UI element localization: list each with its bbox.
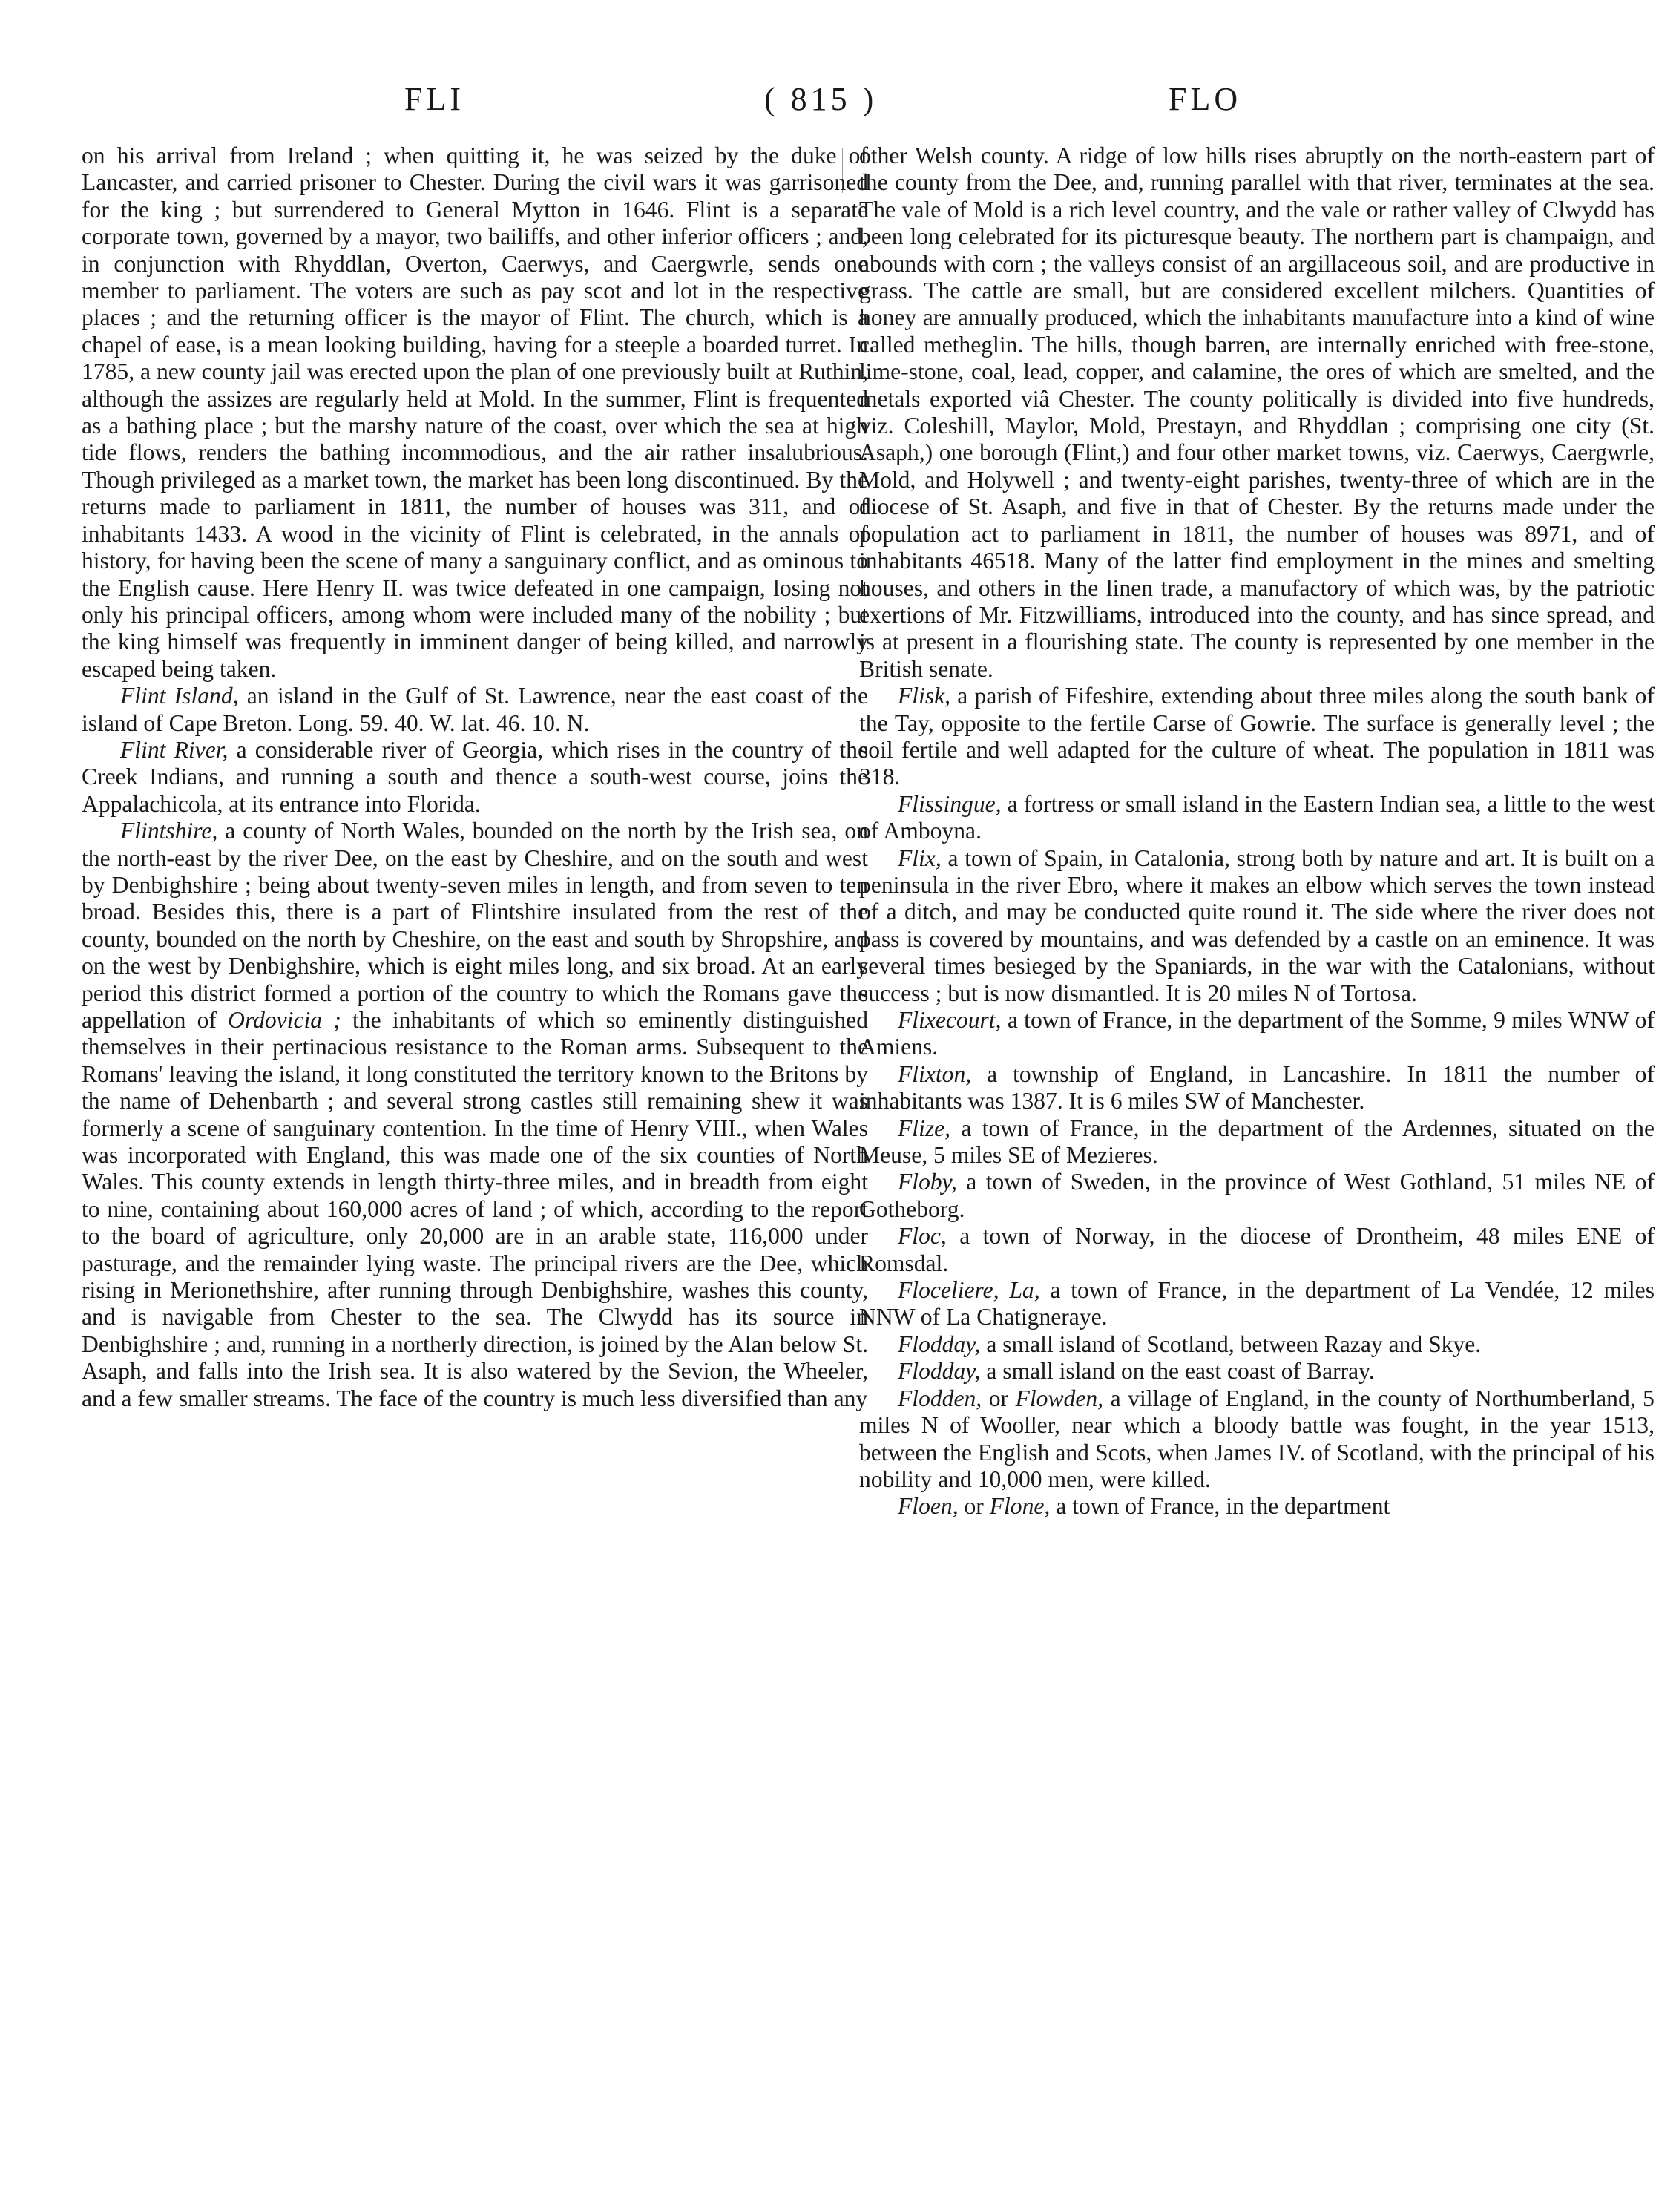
- page-number: ( 815 ): [764, 81, 878, 117]
- entry-flissingue: [859, 791, 1655, 845]
- headword: Flowden,: [1015, 1385, 1104, 1411]
- entry-text: a town of France, in the department of the Ardennes, situated on the Meuse, 5 miles SE of Mezieres.: [859, 1115, 1655, 1169]
- entry-text: a town of Sweden, in the province of West Gothland, 51 miles NE of Gotheborg.: [859, 1169, 1655, 1222]
- entry-text: a town of Spain, in Catalonia, strong both by nature and art. It is built on a peninsula in the river Ebro, where it makes an elbow which serves the town instead of a ditch, and may be conducted quite round it. The side where the river does not pass is covered by mountains, and was defended by a castle on an eminence. It was several times besieged by the Spaniards, in the war with the Catalonians, without success ; but is now dismantled. It is 20 miles N of Tortosa.: [859, 844, 1655, 1006]
- entry-text: a town of France, in the department: [1050, 1493, 1390, 1520]
- headword: Flixton,: [898, 1060, 972, 1087]
- paragraph-text: on his arrival from Ireland ; when quitting it, he was seized by the duke of Lancaster, and carried prisoner to Chester. During the civil wars it was garrisoned for the king ; but surrendered to General Mytton in 1646. Flint is a separate corporate town, governed by a mayor, two bailiffs, and other inferior officers ; and, in conjunction with Rhyddlan, Overton, Caerwys, and Caergwrle, sends one member to parliament. The voters are such as pay scot and lot in the respective places ; and the returning officer is the mayor of Flint. The church, which is a chapel of ease, is a mean looking building, having for a steeple a boarded turret. In 1785, a new county jail was erected upon the plan of one previously built at Ruthin, although the assizes are regularly held at Mold. In the summer, Flint is frequented as a bathing place ; but the marshy nature of the coast, over which the sea at high tide flows, renders the bathing incommodious, and the air rather insalubrious. Though privileged as a market town, the market has been long discontinued. By the returns made to parliament in 1811, the number of houses was 311, and of inhabitants 1433. A wood in the vicinity of Flint is celebrated, in the annals of history, for having been the scene of many a sanguinary conflict, and as ominous to the English cause. Here Henry II. was twice defeated in one campaign, losing not only his principal officers, among whom were included many of the nobility ; but the king himself was frequently in imminent danger of being killed, and narrowly escaped being taken.: [82, 142, 868, 682]
- right-column: [859, 142, 1655, 1520]
- left-column: [82, 142, 868, 1412]
- headword: Floby,: [898, 1169, 957, 1195]
- entry-floen: [859, 1493, 1655, 1520]
- headword: Flodday,: [898, 1358, 981, 1385]
- entry-text: a small island on the east coast of Barray.: [980, 1358, 1375, 1385]
- headword: Flone,: [989, 1493, 1051, 1520]
- entry-flodday: [859, 1358, 1655, 1385]
- entry-floby: [859, 1169, 1655, 1223]
- entry-floceliere: [859, 1277, 1655, 1331]
- header-right: FLO: [1169, 81, 1242, 117]
- paragraph-text: other Welsh county. A ridge of low hills rises abruptly on the north-eastern part of the county from the Dee, and, running parallel with that river, terminates at the sea. The vale of Mold is a rich level country, and the vale or rather valley of Clwydd has been long celebrated for its picturesque beauty. The northern part is champaign, and abounds with corn ; the valleys consist of an argillaceous soil, and are productive in grass. The cattle are small, but are considered excellent milchers. Quantities of honey are annually produced, which the inhabitants manufacture into a kind of wine called metheglin. The hills, though barren, are internally enriched with free-stone, lime-stone, coal, lead, copper, and calamine, the ores of which are smelted, and the metals exported viâ Chester. The county politically is divided into five hundreds, viz. Coleshill, Maylor, Mold, Prestayn, and Rhyddlan ; comprising one city (St. Asaph,) one borough (Flint,) and four other market towns, viz. Caerwys, Caergwrle, Mold, and Holywell ; and twenty-eight parishes, twenty-three of which are in the diocese of St. Asaph, and five in that of Chester. By the returns made under the population act to parliament in 1811, the number of houses was 8971, and of inhabitants 46518. Many of the latter find employment in the mines and smelting houses, and others in the linen trade, a manufactory of which was, by the patriotic exertions of Mr. Fitzwilliams, introduced into the county, and has since spread, and is at present in a flourishing state. The county is represented by one member in the British senate.: [859, 142, 1655, 682]
- headword: Flixecourt,: [898, 1007, 1002, 1033]
- headword: Floen,: [898, 1493, 959, 1520]
- headword: Floceliere, La,: [898, 1277, 1040, 1304]
- entry-flixton: [859, 1061, 1655, 1115]
- paragraph: [859, 142, 1655, 683]
- header-left: FLI: [404, 81, 464, 117]
- emphasis-text: Ordovicia ;: [228, 1007, 341, 1033]
- entry-text: a fortress or small island in the Eastern Indian sea, a little to the west of Amboyna.: [859, 790, 1655, 844]
- entry-flintshire: [82, 818, 868, 1412]
- entry-flixecourt: [859, 1007, 1655, 1061]
- entry-flix: [859, 845, 1655, 1007]
- running-header: [0, 80, 1679, 132]
- entry-floc: [859, 1223, 1655, 1277]
- entry-text: a township of England, in Lancashire. In 1811 the number of inhabitants was 1387. It is 6 miles SW of Manchester.: [859, 1060, 1655, 1115]
- entry-text: a town of Norway, in the diocese of Drontheim, 48 miles ENE of Romsdal.: [859, 1223, 1655, 1276]
- headword: Flisk,: [898, 683, 951, 709]
- entry-flisk: [859, 683, 1655, 791]
- entry-flint-island: [82, 683, 868, 737]
- entry-text: a village of England, in the county of Northumberland, 5 miles N of Wooller, near which a bloody battle was fought, in the year 1513, between the English and Scots, when James IV. of Scotland, with the principal of his nobility and 10,000 men, were killed.: [859, 1385, 1655, 1492]
- entry-text: a county of North Wales, bounded on the north by the Irish sea, on the north-east by the river Dee, on the east by Cheshire, and on the south and west by Denbighshire ; being about twenty-seven miles in length, and from seven to ten broad. Besides this, there is a part of Flintshire insulated from the rest of the county, bounded on the north by Cheshire, on the east and south by Shropshire, and on the west by Denbighshire, which is eight miles long, and six broad. At an early period this district formed a portion of the country to which the Romans gave the appellation of: [82, 818, 868, 1033]
- entry-text: or: [958, 1493, 990, 1520]
- headword: Flint River,: [120, 736, 229, 763]
- paragraph: [82, 142, 868, 683]
- entry-flint-river: [82, 737, 868, 818]
- headword: Flissingue,: [898, 790, 1002, 817]
- entry-flodden: [859, 1385, 1655, 1494]
- entry-text: a small island of Scotland, between Razay and Skye.: [980, 1330, 1482, 1357]
- entry-text: or: [982, 1385, 1016, 1411]
- headword: Flintshire,: [120, 818, 218, 844]
- headword: Flint Island,: [120, 683, 239, 709]
- entry-flize: [859, 1115, 1655, 1169]
- entry-text: a town of France, in the department of La Vendée, 12 miles NNW of La Chatigneraye.: [859, 1277, 1655, 1330]
- headword: Flize,: [898, 1115, 951, 1141]
- entry-text: the inhabitants of which so eminently distinguished themselves in their pertinacious resistance to the Roman arms. Subsequent to the Romans' leaving the island, it long constituted the territory known to the Britons by the name of Dehenbarth ; and several strong castles still remaining shew it was formerly a scene of sanguinary contention. In the time of Henry VIII., when Wales was incorporated with England, this was made one of the six counties of North Wales. This county extends in length thirty-three miles, and in breadth from eight to nine, containing about 160,000 acres of land ; of which, according to the report to the board of agriculture, only 20,000 are in an arable state, 116,000 under pasturage, and the remainder lying waste. The principal rivers are the Dee, which rising in Merionethshire, after running through Denbighshire, washes this county, and is navigable from Chester to the sea. The Clwydd has its source in Denbighshire ; and, running in a northerly direction, is joined by the Alan below St. Asaph, and falls into the Irish sea. It is also watered by the Sevion, the Wheeler, and a few smaller streams. The face of the country is much less diversified than any: [82, 1007, 869, 1411]
- headword: Floc,: [898, 1223, 947, 1250]
- headword: Flix,: [898, 844, 942, 871]
- headword: Flodday,: [898, 1330, 981, 1357]
- entry-text: an island in the Gulf of St. Lawrence, near the east coast of the island of Cape Breton. Long. 59. 40. W. lat. 46. 10. N.: [82, 683, 868, 736]
- entry-flodday: [859, 1331, 1655, 1358]
- headword: Flodden,: [898, 1385, 982, 1411]
- entry-text: a parish of Fifeshire, extending about three miles along the south bank of the Tay, opposite to the fertile Carse of Gowrie. The surface is generally level ; the soil fertile and well adapted for the culture of wheat. The population in 1811 was 318.: [859, 683, 1655, 790]
- entry-text: a considerable river of Georgia, which rises in the country of the Creek Indians, and running a south and thence a south-west course, joins the Appalachicola, at its entrance into Florida.: [82, 736, 868, 817]
- entry-text: a town of France, in the department of the Somme, 9 miles WNW of Amiens.: [859, 1007, 1655, 1060]
